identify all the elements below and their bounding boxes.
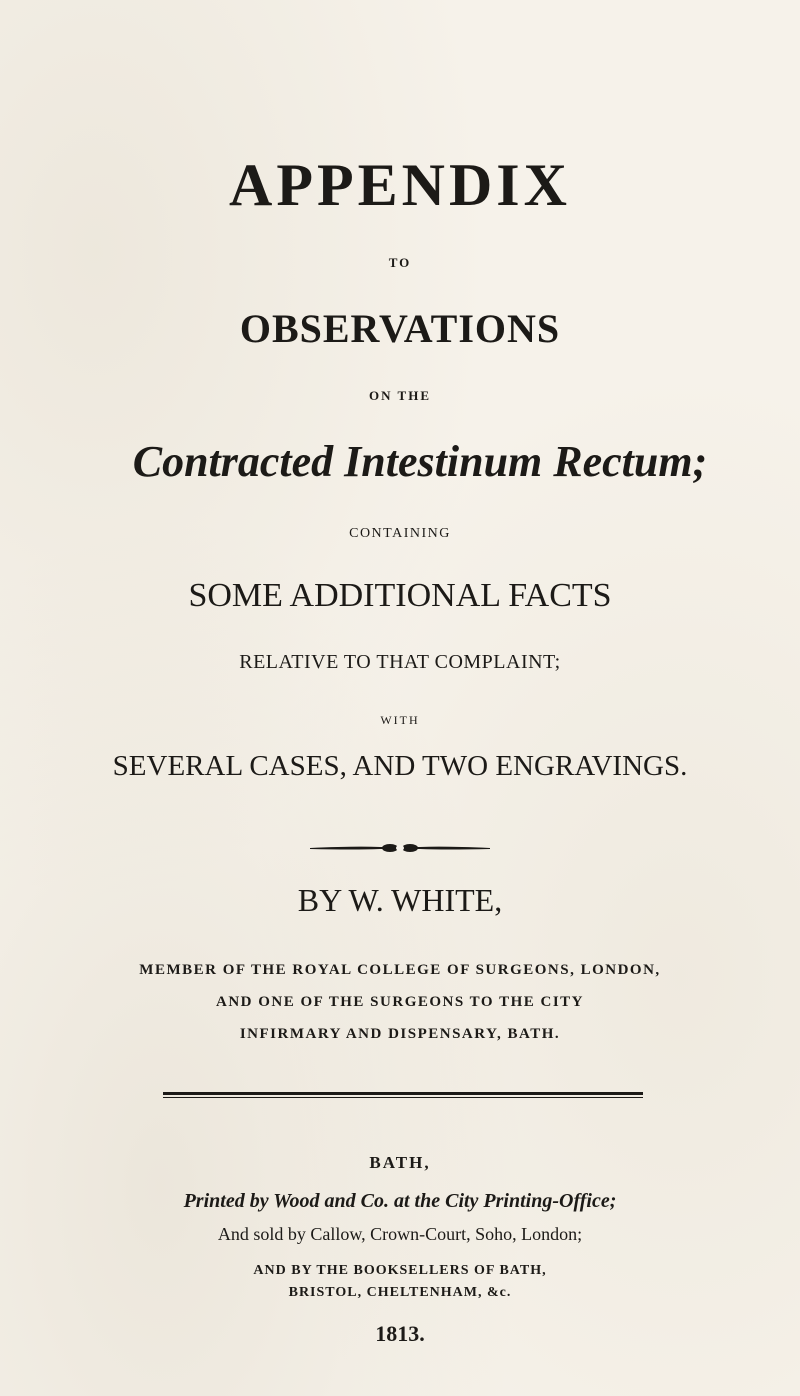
additional-facts-line: SOME ADDITIONAL FACTS — [188, 577, 612, 614]
imprint-year: 1813. — [375, 1321, 425, 1346]
imprint-booksellers-line: AND BY THE BOOKSELLERS OF BATH, — [253, 1263, 547, 1278]
containing-label: CONTAINING — [349, 526, 451, 541]
ornament-divider — [310, 843, 490, 853]
imprint-sold-by: And sold by Callow, Crown-Court, Soho, London; — [217, 1224, 583, 1244]
rule-thick-line — [163, 1092, 643, 1095]
relative-line: RELATIVE TO THAT COMPLAINT; — [239, 651, 561, 673]
with-label: WITH — [380, 713, 420, 727]
imprint-city: BATH, — [369, 1153, 431, 1172]
imprint-printer: Printed by Wood and Co. at the City Printing-Office; — [183, 1190, 617, 1212]
preposition-on-the: ON THE — [369, 388, 431, 403]
imprint-booksellers-line: BRISTOL, CHELTENHAM, &c. — [288, 1285, 512, 1300]
author-byline: BY W. WHITE, — [297, 882, 503, 918]
book-subject: Contracted Intestinum Rectum; — [132, 437, 708, 486]
cases-line: SEVERAL CASES, AND TWO ENGRAVINGS. — [112, 750, 688, 782]
author-credentials-line: MEMBER OF THE ROYAL COLLEGE OF SURGEONS, LONDON, — [139, 962, 661, 978]
author-credentials-line: AND ONE OF THE SURGEONS TO THE CITY — [216, 994, 584, 1010]
preposition-to: TO — [388, 255, 412, 270]
book-heading: APPENDIX — [229, 152, 571, 218]
rule-thin-line — [163, 1097, 643, 1098]
book-title-observations: OBSERVATIONS — [239, 306, 561, 351]
author-credentials-line: INFIRMARY AND DISPENSARY, BATH. — [239, 1026, 561, 1042]
double-rule-divider — [163, 1092, 643, 1098]
